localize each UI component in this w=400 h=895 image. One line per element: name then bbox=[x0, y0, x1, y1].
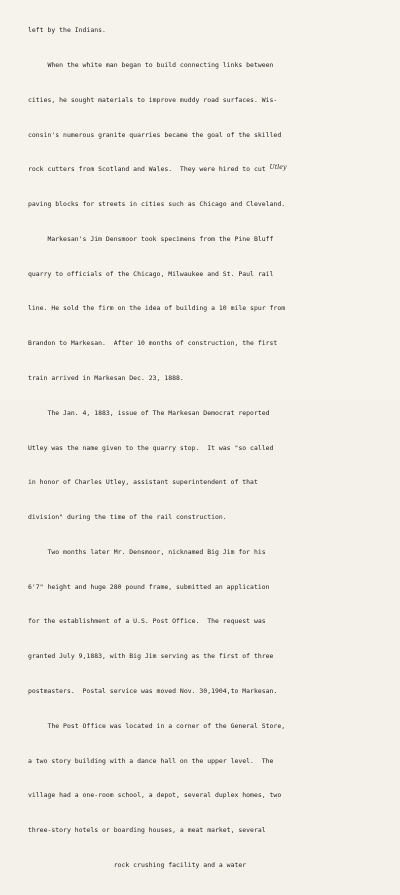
text-line: Brandon to Markesan. After 10 months of construction, the first bbox=[28, 339, 278, 348]
text-line: postmasters. Postal service was moved Nov. 30,1904,to Markesan. bbox=[28, 687, 278, 696]
text-line: train arrived in Markesan Dec. 23, 1888. bbox=[28, 374, 184, 382]
text-line: granted July 9,1883, with Big Jim serving as the first of three bbox=[28, 652, 274, 661]
text-line: line. He sold the firm on the idea of building a 10 mile spur from bbox=[28, 304, 286, 313]
text-line: left by the Indians. bbox=[28, 26, 106, 35]
text-line: When the white man began to build connecting links between bbox=[28, 60, 274, 69]
text-line: The Jan. 4, 1883, issue of The Markesan Democrat reported bbox=[28, 408, 270, 417]
text-line: a two story building with a dance hall on the upper level. The bbox=[28, 756, 274, 765]
text-line: paving blocks for streets in cities such as Chicago and Cleveland. bbox=[28, 200, 286, 209]
text-line-with-insert bbox=[28, 164, 392, 176]
text-line: cities, he sought materials to improve muddy road surfaces. Wis- bbox=[28, 95, 278, 104]
text-line: rock crushing facility and a water bbox=[28, 860, 247, 869]
text-line: consin's numerous granite quarries became the goal of the skilled bbox=[28, 130, 282, 139]
text-line: quarry to officials of the Chicago, Milwaukee and St. Paul rail bbox=[28, 269, 274, 278]
text-line: division" during the time of the rail construction. bbox=[28, 513, 227, 522]
text-line: The Post Office was located in a corner of the General Store, bbox=[28, 721, 286, 730]
text-line: Two months later Mr. Densmoor, nicknamed Big Jim for his bbox=[28, 547, 266, 556]
handwritten-insert: Utley bbox=[269, 164, 287, 172]
text-line: in honor of Charles Utley, assistant superintendent of that bbox=[28, 478, 258, 487]
text-line: rock cutters from Scotland and Wales. They were hired to cut bbox=[28, 165, 270, 174]
text-line: village had a one-room school, a depot, several duplex homes, two bbox=[28, 791, 282, 800]
typed-text-block bbox=[28, 2, 392, 895]
text-line: Markesan's Jim Densmoor took specimens from the Pine Bluff bbox=[28, 234, 274, 243]
text-line: three-story hotels or boarding houses, a meat market, several bbox=[28, 826, 266, 835]
text-line: for the establishment of a U.S. Post Office. The request was bbox=[28, 617, 266, 626]
text-line: 6'7" height and huge 280 pound frame, submitted an application bbox=[28, 582, 270, 591]
text-line: Utley was the name given to the quarry stop. It was "so called bbox=[28, 443, 274, 452]
